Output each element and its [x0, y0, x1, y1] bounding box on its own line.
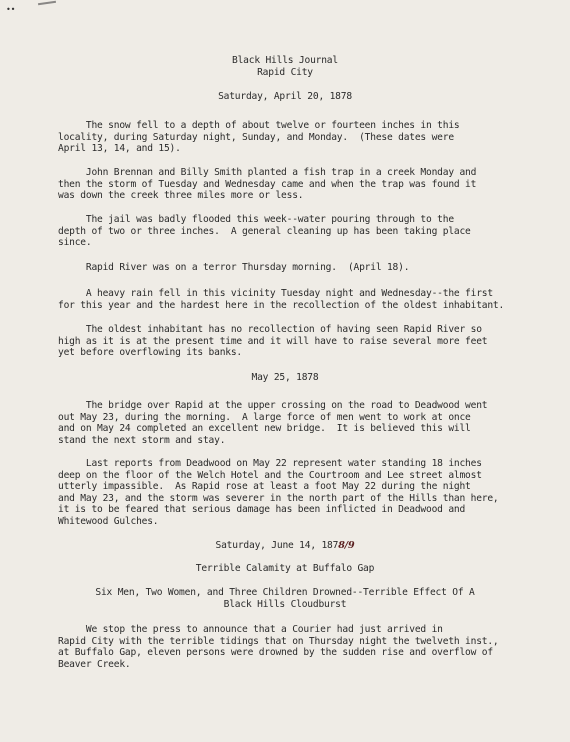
paragraph-deadwood-reports: Last reports from Deadwood on May 22 represent water standing 18 inches deep on the floor of the Welch Hotel and the Courtroom and Lee street almost utterly impassible. As Rapid rose at least a foot May 22 during the night and May 23, and the storm was severer in the north part of the Hills than here, it is to be feared that serious damage has been inflicted in Deadwood and Whitewood Gulches.	[58, 458, 499, 527]
city-name: Rapid City	[257, 67, 313, 78]
paragraph-rapid-river: Rapid River was on a terror Thursday morning. (April 18).	[58, 262, 410, 273]
paragraph-bridge: The bridge over Rapid at the upper crossing on the road to Deadwood went out May 23, during the morning. A large force of men went to work at once and on May 24 completed an excellent new bridge. It is believed this will stand the next storm and stay.	[58, 400, 488, 446]
june-date-typed: Saturday, June 14, 187	[215, 540, 339, 551]
issue-date: Saturday, April 20, 1878	[218, 91, 352, 102]
subhead-line-1: Six Men, Two Women, and Three Children Drowned--Terrible Effect Of A	[95, 587, 475, 598]
subhead-line-2: Black Hills Cloudburst	[223, 599, 347, 610]
paragraph-snow: The snow fell to a depth of about twelve or fourteen inches in this locality, during Saturday night, Sunday, and Monday. (These dates were April 13, 14, and 15).	[58, 120, 460, 155]
section-date-june	[0, 540, 570, 552]
paragraph-courier: We stop the press to announce that a Courier had just arrived in Rapid City with the terrible tidings that on Thursday night the twelveth inst., at Buffalo Gap, eleven persons were drowned by the sudden rise and overflow of Beaver Creek.	[58, 624, 499, 670]
corner-scribble-icon	[38, 1, 56, 5]
section-date-may: May 25, 1878	[251, 372, 319, 383]
paragraph-fish-trap: John Brennan and Billy Smith planted a fish trap in a creek Monday and then the storm of Tuesday and Wednesday came and when the trap was found it was down the creek three miles more or less.	[58, 167, 477, 202]
paragraph-jail: The jail was badly flooded this week--water pouring through to the depth of two or three inches. A general cleaning up has been taking place since.	[58, 214, 471, 249]
june-date-handwritten: 8/9	[338, 540, 355, 551]
paragraph-oldest-inhabitant: The oldest inhabitant has no recollection of having seen Rapid River so high as it is at the present time and it will have to raise several more feet yet before overflowing its banks.	[58, 324, 488, 359]
newspaper-name: Black Hills Journal	[232, 55, 338, 66]
headline-buffalo-gap: Terrible Calamity at Buffalo Gap	[195, 563, 375, 574]
paragraph-heavy-rain: A heavy rain fell in this vicinity Tuesday night and Wednesday--the first for this year and the hardest here in the recollection of the oldest inhabitant.	[58, 288, 505, 311]
corner-mark-icon: ••	[6, 5, 16, 14]
